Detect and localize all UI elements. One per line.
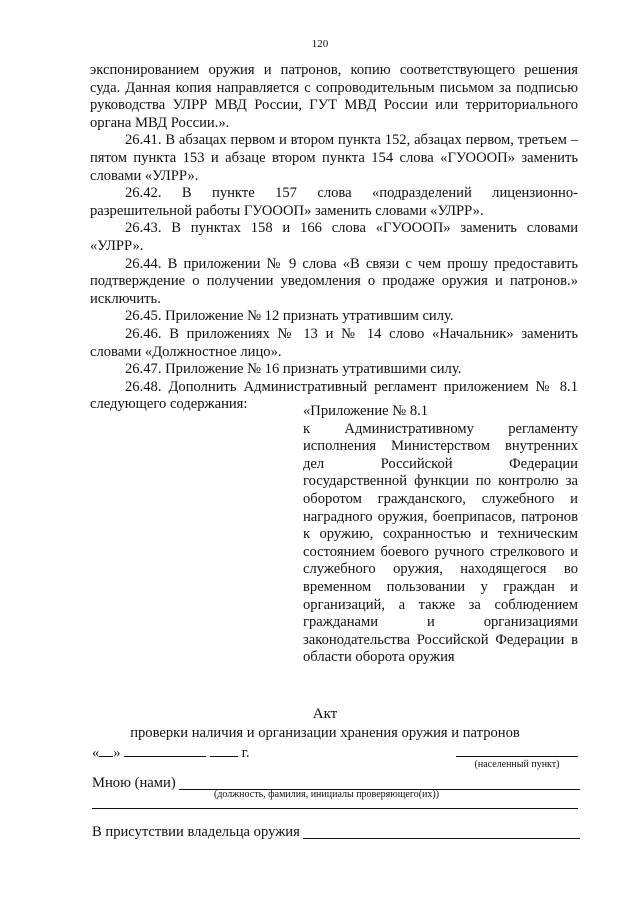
paragraph: 26.48. Дополнить Административный регламент приложением № 8.1 следующего содержания:	[90, 378, 578, 413]
paragraph: 26.41. В абзацах первом и втором пункта 152, абзацах первом, третьем – пятом пункта 153 и абзаце втором пункта 154 слова «ГУОООП» заменить словами «УЛРР».	[90, 132, 578, 184]
place-blank	[456, 756, 578, 757]
month-blank	[124, 744, 206, 757]
paragraph: 26.44. В приложении № 9 слова «В связи с чем прошу предоставить подтверждение о получении уведомления о продаже оружия и патронов.» исключить.	[90, 255, 578, 307]
appendix-text: к Административному регламенту исполнения Министерством внутренних дел Российской Федерации государственной функции по контролю за оборотом гражданского, служебного и наградного оружия, боеприпасов, патронов к оружию, сохранностью и техническим состоянием боевого ручного стрелкового и служебного оружия, находящегося во временном пользовании у граждан и организаций, а также за соблюдением гражданами и организациями законодательства Российской Федерации в области оборота оружия	[303, 420, 578, 666]
date-line	[92, 744, 250, 762]
continuation-blank	[92, 808, 578, 809]
day-blank	[99, 744, 113, 757]
paragraph: 26.46. В приложениях № 13 и № 14 слово «Начальник» заменить словами «Должностное лицо».	[90, 325, 578, 360]
inspector-blank	[179, 775, 580, 790]
act-subtitle: проверки наличия и организации хранения оружия и патронов	[130, 725, 520, 741]
year-blank	[210, 744, 238, 757]
paragraph: 26.42. В пункте 157 слова «подразделений лицензионно-разрешительной работы ГУОООП» заменить словами «УЛРР».	[90, 185, 578, 219]
paragraph: 26.45. Приложение № 12 признать утратившим силу.	[125, 308, 454, 325]
act-title: Акт	[312, 706, 338, 722]
owner-blank	[303, 824, 580, 839]
paragraph: экспонированием оружия и патронов, копию соответствующего решения суда. Данная копия направляется с сопроводительным письмом за подписью руководства УЛРР МВД России, ГУТ МВД России или территориального органа МВД России.».	[90, 62, 578, 131]
year-suffix: г.	[241, 745, 250, 761]
paragraph: 26.43. В пунктах 158 и 166 слова «ГУОООП» заменить словами «УЛРР».	[90, 220, 578, 254]
appendix-heading: «Приложение № 8.1	[303, 403, 429, 419]
inspector-caption: (должность, фамилия, инициалы проверяющего(их))	[214, 789, 440, 800]
paragraph: 26.47. Приложение № 16 признать утратившими силу.	[125, 361, 462, 378]
appendix-header	[303, 403, 578, 667]
owner-row	[92, 824, 580, 841]
document-body	[90, 62, 578, 414]
date-open-quote: «	[92, 745, 100, 761]
inspector-label: Мною (нами)	[92, 775, 176, 791]
page-number: 120	[311, 38, 329, 50]
place-caption: (населенный пункт)	[474, 759, 560, 770]
owner-label: В присутствии владельца оружия	[92, 824, 300, 840]
date-close-quote: »	[113, 745, 121, 761]
